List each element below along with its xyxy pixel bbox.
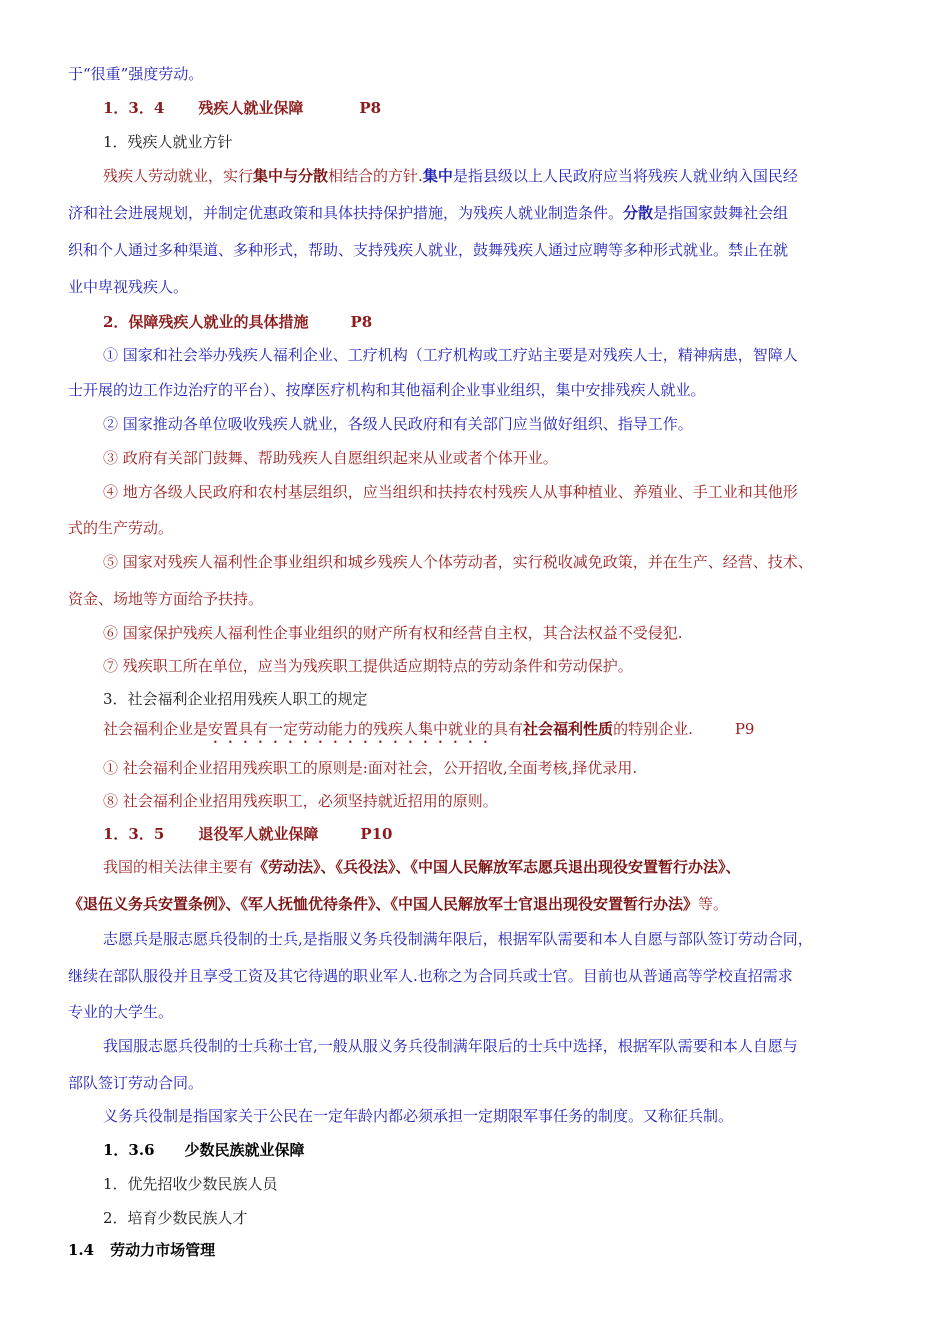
measure-2: ② 国家推动各单位吸收残疾人就业，各级人民政府和有关部门应当做好组织、指导工作。	[103, 415, 693, 433]
term-centralized: 集中	[422, 167, 453, 185]
text: 是指县级以上人民政府应当将残疾人就业纳入国民经	[452, 167, 798, 185]
subheading-measures	[103, 312, 372, 332]
text: 具有	[493, 720, 524, 738]
section-heading-1-3-6	[103, 1140, 305, 1160]
heading-title: 少数民族就业保障	[184, 1141, 305, 1159]
heading-title: 残疾人就业保障	[198, 99, 304, 117]
text: 社会福利企业是	[103, 720, 209, 738]
term-centralized-dispersed: 集中与分散	[253, 167, 329, 185]
subheading-title: 2．保障残疾人就业的具体措施	[103, 313, 309, 331]
heading-number: 1.4	[68, 1241, 95, 1259]
text: 我国的相关法律主要有	[103, 858, 254, 876]
term-welfare-nature: 社会福利性质	[523, 720, 614, 738]
measure-5-line2: 资金、场地等方面给予扶持。	[68, 590, 264, 608]
measure-4-line1: ④ 地方各级人民政府和农村基层组织，应当组织和扶持农村残疾人从事种植业、养殖业、手工业和其他形	[103, 483, 798, 501]
text: 等。	[698, 895, 729, 913]
paragraph-policy-line1	[103, 166, 798, 186]
laws-line1	[103, 857, 741, 877]
section-heading-1-3-5	[103, 824, 392, 844]
subheading-welfare-enterprise: 3．社会福利企业招用残疾人职工的规定	[103, 690, 368, 708]
measure-5-line1: ⑤ 国家对残疾人福利性企事业组织和城乡残疾人个体劳动者，实行税收减免政策，并在生产、经营、技术、	[103, 553, 813, 571]
welfare-enterprise-definition	[103, 719, 754, 747]
emphasized-text: 安置具有一定劳动能力的残疾人集中就业的	[208, 720, 494, 738]
volunteer-def-line2: 继续在部队服役并且享受工资及其它待遇的职业军人.也称之为合同兵或士官。目前也从普通高等学校直招需求	[68, 967, 793, 985]
measure-6: ⑥ 国家保护残疾人福利性企事业组织的财产所有权和经营自主权，其合法权益不受侵犯.	[103, 624, 683, 642]
law-titles: 《劳动法》、《兵役法》、《中国人民解放军志愿兵退出现役安置暂行办法》、	[253, 858, 741, 876]
minority-item-1: 1．优先招收少数民族人员	[103, 1175, 278, 1193]
heading-title: 退役军人就业保障	[198, 825, 319, 843]
volunteer-def-line1: 志愿兵是服志愿兵役制的士兵,是指服义务兵役制满年限后，根据军队需要和本人自愿与部队签订劳动合同，	[103, 930, 813, 948]
continued-line: 于“很重”强度劳动。	[68, 65, 204, 83]
text: 的特别企业.	[613, 720, 693, 738]
nco-def-line1: 我国服志愿兵役制的士兵称士官,一般从服义务兵役制满年限后的士兵中选择，根据军队需要和本人自愿与	[103, 1037, 798, 1055]
section-heading-1-3-4	[103, 98, 381, 118]
heading-title: 劳动力市场管理	[110, 1241, 216, 1259]
rule-1: ① 社会福利企业招用残疾职工的原则是:面对社会，公开招收,全面考核,择优录用.	[103, 759, 638, 777]
page-ref: P10	[360, 825, 393, 843]
laws-line2	[68, 894, 728, 914]
heading-number: 1．3．5	[103, 825, 165, 843]
measure-3: ③ 政府有关部门鼓舞、帮助残疾人自愿组织起来从业或者个体开业。	[103, 449, 558, 467]
volunteer-def-line3: 专业的大学生。	[68, 1003, 174, 1021]
nco-def-line2: 部队签订劳动合同。	[68, 1074, 204, 1092]
term-dispersed: 分散	[623, 204, 654, 222]
text: 残疾人劳动就业，实行	[103, 167, 254, 185]
subheading-employment-policy: 1．残疾人就业方针	[103, 133, 233, 151]
paragraph-policy-line3: 织和个人通过多种渠道、多种形式，帮助、支持残疾人就业，鼓舞残疾人通过应聘等多种形式就业。禁止在就	[68, 241, 789, 259]
minority-item-2: 2．培育少数民族人才	[103, 1209, 248, 1227]
measure-1-line1: ① 国家和社会举办残疾人福利企业、工疗机构（工疗机构或工疗站主要是对残疾人士，精神病患，智障人	[103, 346, 798, 364]
conscription-def: 义务兵役制是指国家关于公民在一定年龄内都必须承担一定期限军事任务的制度。又称征兵制。	[103, 1107, 734, 1125]
heading-number: 1．3．4	[103, 99, 165, 117]
section-heading-1-4	[68, 1240, 215, 1260]
text: 济和社会进展规划，并制定优惠政策和具体扶持保护措施，为残疾人就业制造条件。	[68, 204, 624, 222]
text: 相结合的方针.	[328, 167, 423, 185]
page-ref: P9	[734, 720, 755, 738]
law-titles: 《退伍义务兵安置条例》、《军人抚恤优待条件》、《中国人民解放军士官退出现役安置暂行办法》	[68, 895, 699, 913]
measure-4-line2: 式的生产劳动。	[68, 519, 174, 537]
page-ref: P8	[359, 99, 382, 117]
heading-number: 1．3.6	[103, 1141, 155, 1159]
page-ref: P8	[350, 313, 373, 331]
measure-7: ⑦ 残疾职工所在单位，应当为残疾职工提供适应期特点的劳动条件和劳动保护。	[103, 657, 633, 675]
text: 是指国家鼓舞社会组	[653, 204, 789, 222]
measure-1-line2: 士开展的边工作边治疗的平台）、按摩医疗机构和其他福利企业事业组织，集中安排残疾人就业。	[68, 381, 706, 399]
paragraph-policy-line2	[68, 203, 788, 223]
rule-8: ⑧ 社会福利企业招用残疾职工，必须坚持就近招用的原则。	[103, 792, 498, 810]
paragraph-policy-line4: 业中卑视残疾人。	[68, 278, 189, 296]
